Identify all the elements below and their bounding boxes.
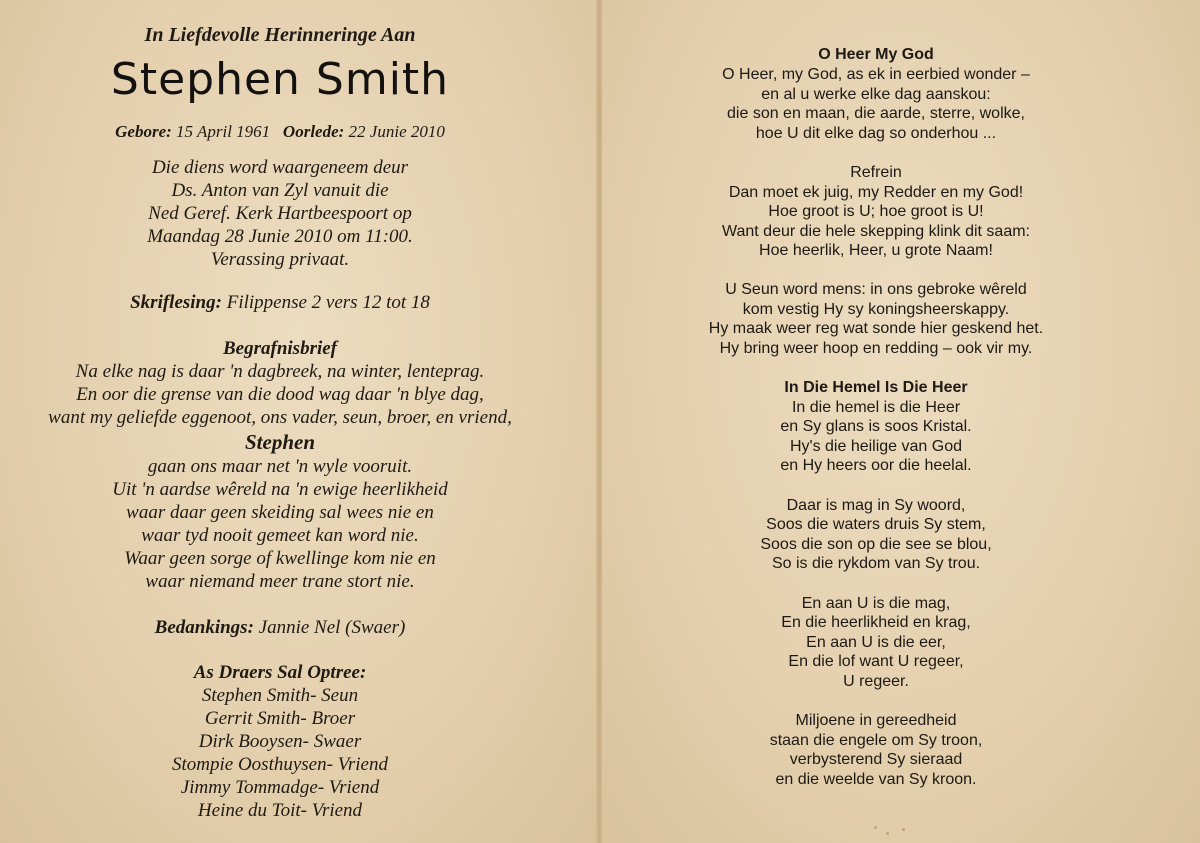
service-line: Verassing privaat.: [210, 249, 350, 270]
hymn-line: en Sy glans is soos Kristal.: [780, 418, 972, 435]
letter-line: waar niemand meer trane stort nie.: [145, 571, 415, 592]
hymn-line: U regeer.: [843, 673, 909, 690]
right-page: [602, 0, 1200, 843]
service-line: Ds. Anton van Zyl vanuit die: [171, 180, 389, 201]
hymn-line: U Seun word mens: in ons gebroke wêreld: [725, 281, 1027, 298]
letter-line: want my geliefde eggenoot, ons vader, seun, broer, en vriend,: [48, 407, 512, 428]
died-value: 22 Junie 2010: [348, 122, 445, 141]
hymn-line: staan die engele om Sy troon,: [769, 732, 983, 749]
reading-line: [0, 292, 560, 315]
hymn-line: Hoe groot is U; hoe groot is U!: [768, 203, 984, 220]
letter-line: En oor die grense van die dood wag daar 'n blye dag,: [76, 384, 484, 405]
letter-line: Na elke nag is daar 'n dagbreek, na winter, lenteprag.: [75, 361, 485, 382]
hymn-line: Want deur die hele skepping klink dit saam:: [721, 223, 1030, 240]
service-line: Die diens word waargeneem deur: [151, 157, 409, 178]
hymn-line: En die lof want U regeer,: [788, 653, 964, 670]
thanks-label: Bedankings:: [154, 617, 254, 638]
hymn-line: en die weelde van Sy kroon.: [775, 771, 977, 788]
hymn-line: verbysterend Sy sieraad: [789, 751, 963, 768]
letter-line: Waar geen sorge of kwellinge kom nie en: [124, 548, 436, 569]
hymn-line: Miljoene in gereedheid: [795, 712, 957, 729]
hymn-line: Hoe heerlik, Heer, u grote Naam!: [759, 242, 993, 259]
bearer-item: Stephen Smith- Seun: [201, 685, 359, 706]
hymn2-title: In Die Hemel Is Die Heer: [784, 379, 968, 396]
letter-line: Uit 'n aardse wêreld na 'n ewige heerlikheid: [112, 479, 448, 500]
reading-value: Filippense 2 vers 12 tot 18: [226, 292, 430, 313]
hymn-line: kom vestig Hy sy koningsheerskappy.: [742, 301, 1010, 318]
bearer-item: Dirk Booysen- Swaer: [198, 731, 362, 752]
service-line: Ned Geref. Kerk Hartbeespoort op: [148, 203, 412, 224]
service-line: Maandag 28 Junie 2010 om 11:00.: [147, 226, 413, 247]
hymn-line: En aan U is die mag,: [801, 595, 951, 612]
letter-line: waar tyd nooit gemeet kan word nie.: [141, 525, 419, 546]
hymn1-title: O Heer My God: [818, 46, 934, 63]
hymn-line: Daar is mag in Sy woord,: [786, 497, 966, 514]
left-page: [0, 0, 598, 843]
heading: In Liefdevolle Herinneringe Aan: [144, 24, 416, 46]
hymn-line: So is die rykdom van Sy trou.: [771, 555, 981, 572]
reading-label: Skriflesing:: [130, 292, 222, 313]
hymn-line: en Hy heers oor die heelal.: [780, 457, 972, 474]
hymn-line: Refrein: [850, 164, 902, 181]
bearer-item: Heine du Toit- Vriend: [197, 800, 363, 821]
deceased-name: Stephen Smith: [110, 54, 450, 105]
bearer-item: Jimmy Tommadge- Vriend: [180, 777, 380, 798]
thanks-value: Jannie Nel (Swaer): [258, 617, 406, 638]
paper-speck: [886, 832, 889, 835]
letter-line: gaan ons maar net 'n wyle vooruit.: [147, 456, 413, 477]
bearers-title: As Draers Sal Optree:: [193, 662, 367, 683]
hymn-line: hoe U dit elke dag so onderhou ...: [755, 125, 997, 142]
bearer-item: Stompie Oosthuysen- Vriend: [172, 754, 388, 775]
hymn-line: en al u werke elke dag aanskou:: [761, 86, 991, 103]
thanks-line: [0, 617, 560, 640]
born-value: 15 April 1961: [176, 122, 271, 141]
hymn-line: In die hemel is die Heer: [791, 399, 961, 416]
born-label: Gebore:: [115, 122, 172, 141]
hymn-line: Hy's die heilige van God: [789, 438, 963, 455]
hymn-line: die son en maan, die aarde, sterre, wolke,: [727, 105, 1025, 122]
dates-line: [0, 122, 560, 142]
letter-name: Stephen: [244, 430, 315, 454]
hymn-line: O Heer, my God, as ek in eerbied wonder –: [722, 66, 1030, 83]
hymn-line: Hy bring weer hoop en redding – ook vir my.: [719, 340, 1033, 357]
paper-speck: [902, 828, 905, 831]
hymn-line: En die heerlikheid en krag,: [781, 614, 971, 631]
hymn-line: Soos die waters druis Sy stem,: [766, 516, 986, 533]
hymn-line: Soos die son op die see se blou,: [760, 536, 992, 553]
bearer-item: Gerrit Smith- Broer: [204, 708, 356, 729]
hymn-line: Hy maak weer reg wat sonde hier geskend het.: [708, 320, 1044, 337]
hymn-line: En aan U is die eer,: [806, 634, 946, 651]
letter-title: Begrafnisbrief: [223, 338, 337, 359]
paper-speck: [874, 826, 877, 829]
died-label: Oorlede:: [282, 122, 345, 141]
letter-line: waar daar geen skeiding sal wees nie en: [126, 502, 434, 523]
hymn-line: Dan moet ek juig, my Redder en my God!: [728, 184, 1024, 201]
